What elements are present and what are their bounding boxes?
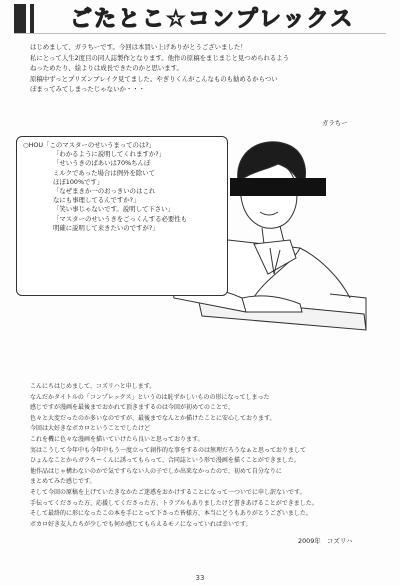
header-accent-bar-thin bbox=[30, 4, 34, 34]
afterword-line: そして最終的に形になったこの本を手にとって下さった皆様方、本当にどうもありがとうございました。 bbox=[30, 510, 312, 518]
afterword-line: 感じですが漫画を最後までおかれて頂きまするのは今回が初めてのことで、 bbox=[30, 404, 234, 412]
header-accent-bar bbox=[14, 4, 26, 34]
page-number: 33 bbox=[195, 574, 205, 582]
afterword-line: 実はこうして今年中も今年中もう一度立って創作的な事をするのは無理だろうなぁと思っておりまして bbox=[30, 446, 307, 454]
dialogue-line: 明確に説明して来きたいのですが?」 bbox=[53, 223, 159, 232]
dialogue-line: 「わかるように説明してくれますか?」 bbox=[53, 150, 166, 159]
afterword-line: ひょんなことからガラちーくんに誘ってもらって、合同誌という形で漫画を描くことができました。 bbox=[30, 457, 300, 465]
dialogue-line: なにも事理してるんですか?」 bbox=[53, 196, 140, 205]
dialogue-line: 「笑い事じゃないです。説明して下さい」 bbox=[53, 205, 174, 214]
dialogue-line: 「なぜまきか一のおっきいのはこれ bbox=[53, 187, 156, 196]
intro-line: はじめまして、ガラちーです。今回は本買い上げありがとうございました！ bbox=[30, 43, 247, 51]
afterword-line: まとめてみた感じです。 bbox=[30, 478, 96, 486]
afterword-line: こんにちはじめまして、コズリハと申します。 bbox=[30, 383, 156, 390]
header-divider bbox=[14, 33, 386, 34]
dialogue-line: ほぼ100%です」 bbox=[53, 177, 104, 186]
intro-line: ねっためたり、絵よりは成長できたのかと思います。 bbox=[30, 64, 183, 72]
afterword-line: 色々と大変だったのか多いなのですが、最後までなんとか描けたことに安心しております。 bbox=[30, 414, 276, 422]
afterword-line: 他作品はじゃ構わないのかで気ですらない人の子でしか出来なかったので、初めて自分なりに bbox=[30, 467, 282, 475]
dialogue-line: 「マスターのせいうきをごっくんする必要性も bbox=[53, 214, 188, 223]
intro-line: 私にとって人生2度目の同人誌製作となります。他作の原稿をまじまじと見つめられるよう bbox=[30, 53, 290, 62]
intro-line: 原稿中ずっとプリズンブレイク見てました。やぎりくんがこんなものも勧めるからつい bbox=[30, 74, 278, 83]
afterword-line: なんだかタイトルの「コンプレックス」というのは恥ずかしいものの形になってしまった bbox=[30, 393, 270, 401]
afterword-paragraph bbox=[30, 382, 318, 530]
intro-line: ぽまってみてしまったじゃないか・・・ bbox=[30, 85, 146, 93]
censor-bar bbox=[230, 178, 326, 196]
intro-signature: ガラちー bbox=[322, 119, 348, 127]
afterword-signature: 2009年 コズリハ bbox=[298, 537, 353, 545]
page-title: ごたとこ☆コンプレックス bbox=[70, 7, 355, 32]
dialogue-line: ○HOU「このマスターのせいうまってのは?」 bbox=[23, 141, 156, 149]
afterword-line: そして今回の原稿を上げていたきなかたご迷惑をおかけすることになって一ついでに申し訳ないです。 bbox=[30, 488, 306, 496]
intro-paragraph bbox=[30, 42, 289, 95]
afterword-line: ボカロ好き友人たちが少しでも何か感じてもらえるモノになっていれば幸いです。 bbox=[30, 520, 252, 528]
afterword-line: 今回は大好きなボカロということでしたけど bbox=[30, 425, 151, 433]
dialogue-box bbox=[16, 136, 228, 296]
afterword-line: 手伝ってくださった方、応援してくださった方、トラブルもありましたけど書きあげることができました。 bbox=[30, 499, 318, 507]
dialogue-line: ミルクであった場合は例外を除いて bbox=[53, 168, 156, 177]
dialogue-line: 「せいうきのばあいは70%ちんぽ bbox=[53, 159, 151, 168]
afterword-line: これを機に色々な漫画を描いていけたら良いと思っております。 bbox=[30, 435, 204, 443]
